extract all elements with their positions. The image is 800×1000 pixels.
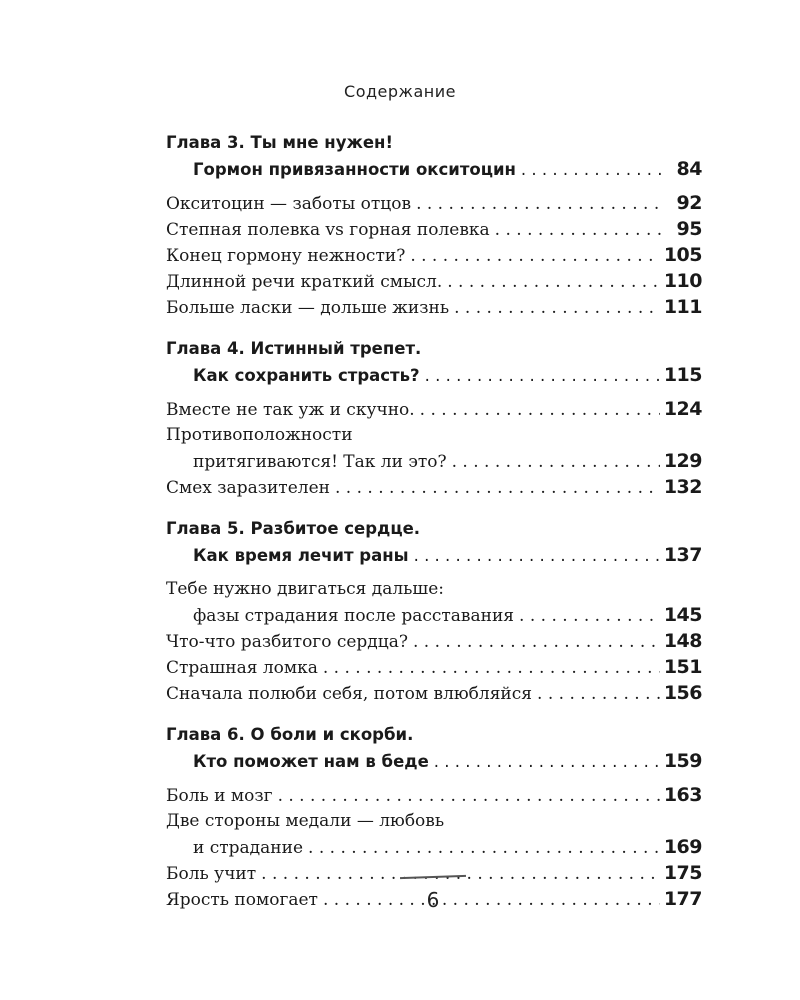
entry-title: Смех заразителен [166, 478, 330, 498]
chapter-title: Глава 6. О боли и скорби. [166, 725, 414, 744]
dot-leader [521, 157, 664, 183]
toc-entry-first-line[interactable] [166, 576, 702, 602]
toc-entry[interactable] [166, 294, 702, 320]
page-number: 145 [663, 604, 702, 626]
page-number: 137 [663, 544, 702, 566]
dot-leader [413, 629, 660, 655]
page-number: 163 [663, 784, 702, 806]
toc-entry[interactable] [166, 860, 702, 886]
entry-title: Сначала полюби себя, потом влюбляйся [166, 684, 533, 704]
chapter-subtitle: Как время лечит раны [193, 546, 409, 565]
chapter-5 [166, 516, 702, 706]
chapter-subtitle: Как сохранить страсть? [193, 366, 420, 385]
chapter-subtitle-line[interactable] [166, 362, 702, 388]
entry-title: Длинной речи краткий смысл. [166, 272, 443, 292]
toc-entry[interactable] [166, 448, 702, 474]
entry-title: Тебе нужно двигаться дальше: [166, 579, 445, 599]
toc-entry-first-line[interactable] [166, 422, 702, 448]
chapter-title: Глава 4. Истинный трепет. [166, 339, 422, 358]
entry-title: Степная полевка vs горная полевка [166, 220, 490, 240]
page-number: 115 [663, 364, 702, 386]
chapter-3 [166, 130, 702, 320]
toc-entry[interactable] [166, 654, 702, 680]
dot-leader [452, 449, 660, 475]
toc-entry[interactable] [166, 190, 702, 216]
chapter-subtitle-line[interactable] [166, 748, 702, 774]
dot-leader [278, 783, 660, 809]
dot-leader [323, 655, 660, 681]
dot-leader [434, 749, 660, 775]
toc-entry[interactable] [166, 396, 702, 422]
folio-page-number: 6 [426, 888, 440, 912]
dot-leader [261, 861, 660, 887]
dot-leader [416, 191, 664, 217]
entry-title: Противоположности [166, 425, 353, 445]
dot-leader [447, 269, 660, 295]
dot-leader [335, 475, 660, 501]
entry-title: Больше ласки — дольше жизнь [166, 298, 450, 318]
dot-leader [410, 243, 660, 269]
dot-leader [454, 295, 660, 321]
toc-entry[interactable] [166, 602, 702, 628]
toc-entry[interactable] [166, 242, 702, 268]
page-number: 175 [663, 862, 702, 884]
page-number: 124 [663, 398, 702, 420]
chapter-6 [166, 722, 702, 912]
page-number: 92 [676, 192, 702, 214]
page-number: 159 [663, 750, 702, 772]
entry-title: и страдание [193, 838, 304, 858]
toc-entry[interactable] [166, 268, 702, 294]
page-number: 156 [663, 682, 702, 704]
entry-title: Окситоцин — заботы отцов [166, 194, 412, 214]
page-number: 84 [676, 158, 702, 180]
chapter-heading-line [166, 130, 702, 156]
dot-leader [420, 397, 660, 423]
chapter-heading-line [166, 516, 702, 542]
toc-entry[interactable] [166, 782, 702, 808]
chapter-subtitle: Кто поможет нам в беде [193, 752, 429, 771]
entry-title: Конец гормону нежности? [166, 246, 406, 266]
chapter-heading-line [166, 722, 702, 748]
toc-entry[interactable] [166, 628, 702, 654]
page-number: 169 [663, 836, 702, 858]
entry-title: притягиваются! Так ли это? [193, 452, 447, 472]
page-number: 132 [663, 476, 702, 498]
toc-entry[interactable] [166, 834, 702, 860]
chapter-title: Глава 5. Разбитое сердце. [166, 519, 421, 538]
chapter-subtitle: Гормон привязанности окситоцин [193, 160, 516, 179]
toc-entry[interactable] [166, 474, 702, 500]
page-number: 111 [663, 296, 702, 318]
chapter-subtitle-line[interactable] [166, 542, 702, 568]
chapter-title: Глава 3. Ты мне нужен! [166, 133, 393, 152]
page-number: 105 [663, 244, 702, 266]
chapter-4 [166, 336, 702, 500]
dot-leader [519, 603, 660, 629]
chapter-heading-line [166, 336, 702, 362]
toc-entry-first-line[interactable] [166, 808, 702, 834]
chapter-subtitle-line[interactable] [166, 156, 702, 182]
dot-leader [308, 835, 660, 861]
dot-leader [495, 217, 664, 243]
table-of-contents [166, 130, 702, 928]
entry-title: Что-что разбитого сердца? [166, 632, 408, 652]
running-header: Содержание [344, 82, 456, 101]
page-number: 177 [663, 888, 702, 910]
entry-title: Ярость помогает [166, 890, 318, 910]
page-number: 151 [663, 656, 702, 678]
entry-title: Страшная ломка [166, 658, 318, 678]
dot-leader [425, 363, 660, 389]
toc-entry[interactable] [166, 680, 702, 706]
page-number: 110 [663, 270, 702, 292]
dot-leader [414, 543, 660, 569]
page-number: 148 [663, 630, 702, 652]
entry-title: Вместе не так уж и скучно. [166, 400, 415, 420]
page-number: 95 [676, 218, 702, 240]
page-number: 129 [663, 450, 702, 472]
dot-leader [537, 681, 660, 707]
entry-title: Боль учит [166, 864, 257, 884]
toc-entry[interactable] [166, 216, 702, 242]
entry-title: фазы страдания после расставания [193, 606, 515, 626]
entry-title: Боль и мозг [166, 786, 273, 806]
entry-title: Две стороны медали — любовь [166, 811, 445, 831]
